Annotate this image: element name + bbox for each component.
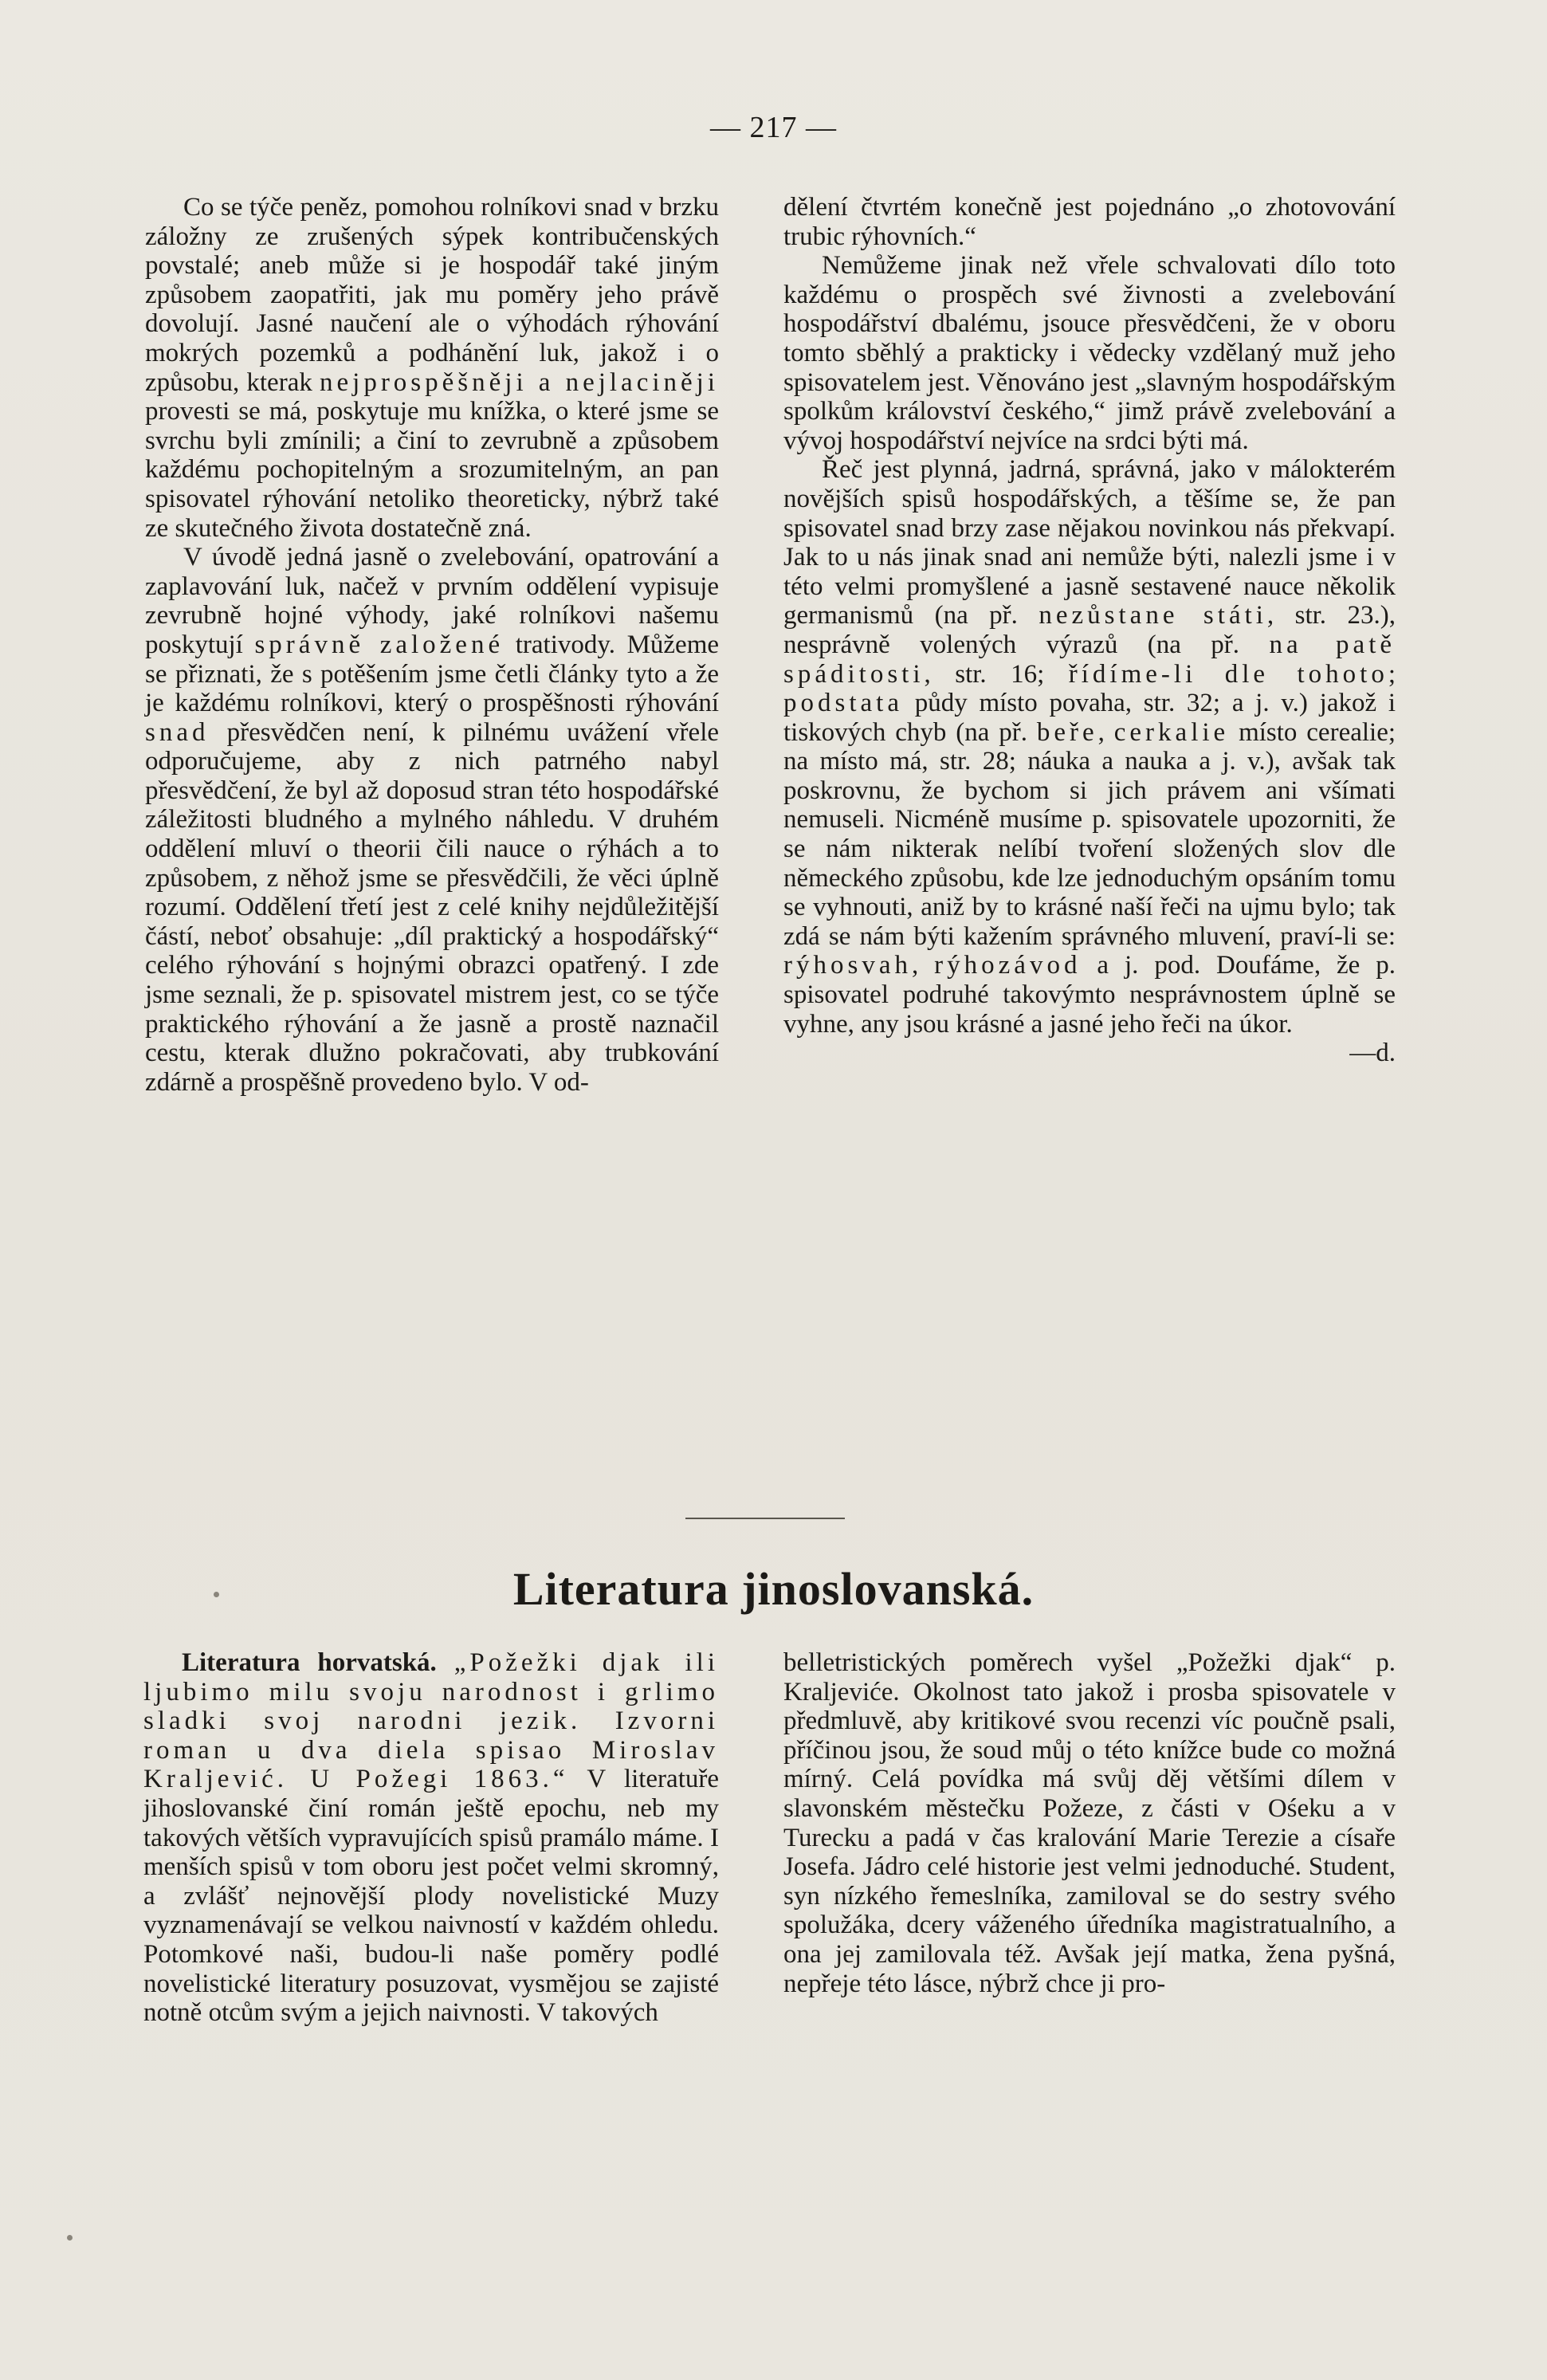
emphasis: snad (145, 717, 210, 747)
review-column-right (783, 193, 1396, 1068)
section-title: Literatura jinoslovanská. (512, 1563, 1035, 1615)
book-title: „Požežki djak ili ljubimo milu svoju narodnost i grlimo sladki svoj narodni jezik. Izvorni roman u dva diela spisao Miroslav Kraljević. U Požegi 1863.“ (143, 1648, 720, 1794)
paragraph: Co se týče peněz, pomohou rolníkovi snad v brzku záložny ze zrušených sýpek kontribučenských povstalé; aneb může si je hospodář také jiným způsobem zaopatřiti, jak mu poměry jeho právě dovolují. Jasné naučení ale o výhodách rýhování mokrých pozemků a podhánění luk, jakož i o způsobu, kterak nejprospěšněji a nejlaciněji provesti se má, poskytuje mu knížka, o které jsme se svrchu byli zmínili; a činí to zevrubně a způsobem každému pochopitelným a srozumitelným, an pan spisovatel rýhování netoliko theoreticky, nýbrž také ze skutečného života dostatečně zná. (145, 193, 719, 543)
paragraph: V úvodě jedná jasně o zvelebování, opatrování a zaplavování luk, načež v prvním oddělení vypisuje zevrubně hojné výhody, jaké rolníkovi našemu poskytují správně založené trativody. Můžeme se přiznati, že s potěšením jsme četli články tyto a že je každému rolníkovi, který o prospěšnosti rýhování snad přesvědčen není, k pilnému uvážení vřele odporučujeme, aby z nich patrného nabyl přesvědčení, že byl až doposud stran této hospodářské záležitosti bludného a mylného náhledu. V druhém oddělení mluví o theorii čili nauce o rýhách a to způsobem, z něhož jsme se přesvědčili, že věci úplně rozumí. Oddělení třetí jest z celé knihy nejdůležitější částí, neboť obsahuje: „díl praktický a hospodářský“ celého rýhování s hojnými obrazci opatřený. I zde jsme seznali, že p. spisovatel mistrem jest, co se týče praktického rýhování a že jasně a prostě naznačil cestu, kterak dlužno pokračovati, aby trubkování zdárně a prospěšně provedeno bylo. V od- (145, 543, 720, 1097)
section-divider (685, 1518, 845, 1519)
article-column-left (143, 1648, 719, 2028)
page-number: — 217 — (710, 111, 837, 144)
paragraph: Řeč jest plynná, jadrná, správná, jako v málokterém novějších spisů hospodářských, a těšíme se, že pan spisovatel snad brzy zase nějakou novinkou nás překvapí. Jak to u nás jinak snad ani nemůže býti, nalezli jsme i v této velmi promyšlené a jasně sestavené nauce několik germanismů (na př. nezůstane státi, str. 23.), nesprávně volených výrazů (na př. na patě spáditosti, str. 16; řídíme-li dle tohoto; podstata půdy místo povaha, str. 32; a j. v.) jakož i tiskových chyb (na př. beře, cerkalie místo cerealie; na místo má, str. 28; náuka a nauka a j. v.), avšak tak poskrovnu, že bychom si jich právem ani všímati nemuseli. Nicméně musíme p. spisovatele upozorniti, že se nám nikterak nelíbí tvoření složených slov dle německého způsobu, kde lze jednoduchým opsáním tomu se vyhnouti, aniž by to krásné naší řeči na ujmu bylo; tak zdá se nám býti kažením správného mluvení, praví-li se: rýhosvah, rýhozávod a j. pod. Doufáme, že p. spisovatel podruhé takovýmto nesprávnostem úplně se vyhne, any jsou krásné a jasné jeho řeči na úkor. (783, 455, 1396, 1039)
signature: —d. (1349, 1039, 1396, 1068)
article-lead: Literatura horvatská. (182, 1648, 437, 1677)
review-column-left (145, 193, 719, 1097)
paragraph: Literatura horvatská. „Požežki djak ili ljubimo milu svoju narodnost i grlimo sladki svoj narodni jezik. Izvorni roman u dva diela spisao Miroslav Kraljević. U Požegi 1863.“ V literatuře jihoslovanské činí román ještě epochu, neb my takových větších vypravujících spisů pramálo máme. I menších spisů v tom oboru jest počet velmi skromný, a zvlášť nejnovější plody novelistické Muzy vyznamenávají se velkou naivností v každém ohledu. Potomkové naši, budou-li naše poměry podlé novelistické literatury posuzovat, vysmějou se zajisté notně otcům svým a jejich naivnosti. V takových (143, 1648, 720, 2028)
article-column-right (783, 1648, 1396, 1998)
emphasis: správně založené (254, 630, 505, 659)
print-speck (214, 1592, 219, 1597)
paragraph: dělení čtvrtém konečně jest pojednáno „o zhotovování trubic rýhovních.“ (783, 193, 1396, 251)
emphasis: nejprospěšněji a nejlaciněji (320, 367, 719, 397)
paragraph: Nemůžeme jinak než vřele schvalovati dílo toto každému o prospěch své živnosti a zvelebování hospodářství dbalému, jsouce přesvědčeni, že v oboru tomto sběhlý a prakticky i vědecky vzdělaný muž jeho spisovatelem jest. Věnováno jest „slavným hospodářským spolkům království českého,“ jimž právě zvelebování a vývoj hospodářství nejvíce na srdci býti má. (783, 251, 1396, 455)
paragraph: belletristických poměrech vyšel „Požežki djak“ p. Kraljeviće. Okolnost tato jakož i prosba spisovatele v předmluvě, aby kritikové svou recenzi víc poučně psali, příčinou jsou, že soud můj o této knížce bude co možná mírný. Celá povídka má svůj děj většími dílem v slavonském městečku Požeze, z části v Ośeku a v Turecku a padá v čas kralování Marie Terezie a císaře Josefa. Jádro celé historie jest velmi jednoduché. Student, syn nízkého řemeslníka, zamiloval se do sestry svého spolužáka, dcery váženého úředníka magistratualního, a ona jej zamilovala též. Avšak její matka, žena pyšná, nepřeje této lásce, nýbrž chce ji pro- (783, 1648, 1396, 1998)
print-speck (67, 2235, 73, 2241)
